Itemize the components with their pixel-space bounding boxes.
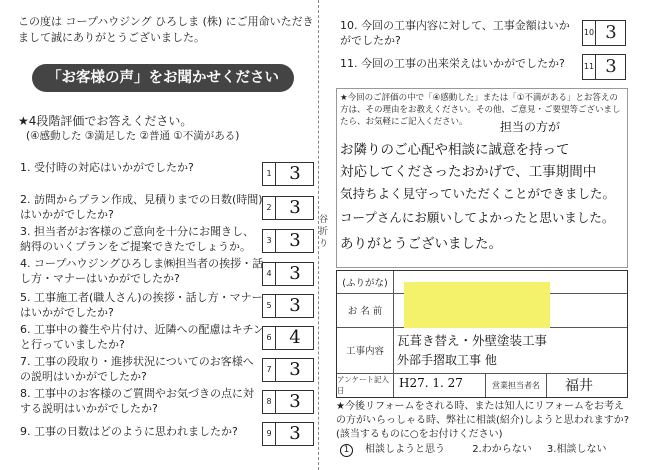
redacted-name-highlight (404, 282, 550, 328)
answer-box-7[interactable] (262, 358, 314, 382)
answer-value: 3 (289, 230, 301, 251)
answer-value: 3 (289, 359, 301, 380)
answer-box-4[interactable] (262, 262, 314, 286)
answer-num: 6 (263, 327, 276, 349)
answer-value: 4 (289, 327, 301, 348)
question-1: 1. 受付時の対応はいかがでしたか? (20, 161, 194, 174)
answer-num: 7 (263, 359, 276, 381)
answer-value: 3 (289, 423, 301, 444)
question-9: 9. 工事の日数はどのように思われましたか? (20, 425, 238, 438)
work-row (337, 327, 627, 374)
referral-options (340, 440, 618, 457)
option-no[interactable]: 3.相談しない (546, 444, 607, 455)
answer-num: 9 (263, 423, 276, 445)
date-row (337, 373, 627, 397)
answer-box-10[interactable] (582, 20, 626, 46)
furigana-label: (ふりがな) (337, 271, 394, 293)
answer-num: 3 (263, 230, 276, 252)
question-5: 5. 工事施工者(職人さん)の挨拶・話し方・マナーはいかがでしたか? (20, 291, 263, 319)
question-6: 6. 工事中の養生や片付け、近隣への配慮はキチンと行っていましたか? (20, 323, 265, 351)
answer-box-6[interactable] (262, 326, 314, 350)
answer-box-3[interactable] (262, 229, 314, 253)
staff-label: 営業担当者名 (485, 373, 547, 397)
option-consult[interactable] (340, 444, 457, 455)
handwritten-line: コープさんにお願いしてよかったと思いました。 (340, 210, 615, 225)
answer-num: 5 (263, 295, 276, 317)
question-3: 3. 担当者がお客様のご意向を十分にお聞きし、納得のいくプランをご提案できたでしょうか。 (20, 225, 254, 253)
fold-label: 谷折り (319, 215, 329, 249)
answer-num: 2 (263, 197, 276, 219)
answer-num: 4 (263, 263, 276, 285)
handwritten-line: ありがとうございました。 (340, 236, 502, 252)
option-unsure[interactable]: 2.わからない (472, 444, 532, 455)
answer-box-9[interactable] (262, 422, 314, 446)
referral-question: ★今後リフォームをされる時、または知人にリフォームをお考えの方がいらっしゃる時、弊社に相談(紹介)しようと思われますか? (該当するものに○をお付けください) (336, 401, 630, 440)
answer-num: 10 (583, 21, 596, 45)
handwritten-line: お隣りのご心配や相談に誠意を持って (340, 142, 570, 158)
page-title: 「お客様の声」をお聞かせください (32, 64, 294, 92)
comment-prompt: ★今回のご評価の中で「④感動した」または「①不満がある」とお答えの方は、その理由をお教えください。その他、ご意見・ご要望等ございましたら、お気軽にご記入ください。 (340, 93, 621, 127)
answer-value: 3 (289, 263, 301, 284)
answer-value: 3 (289, 391, 301, 412)
intro-text: この度は コープハウジング ひろしま (株) にご用命いただきまして誠にありがとうございました。 (18, 15, 314, 44)
question-8: 8. 工事中のお客様のご質問やお気づきの点に対する説明はいかがでしたか? (20, 387, 254, 415)
answer-value: 3 (289, 163, 301, 184)
answer-box-5[interactable] (262, 294, 314, 318)
answer-box-8[interactable] (262, 390, 314, 414)
answer-box-1[interactable] (262, 162, 314, 186)
answer-value: 3 (605, 22, 617, 43)
question-4: 4. コープハウジングひろしま㈱担当者の挨拶・話し方・マナーはいかがでしたか? (20, 257, 264, 285)
answer-value: 3 (605, 56, 617, 77)
answer-box-11[interactable] (582, 54, 626, 80)
selected-circle-icon: 1 (340, 444, 353, 457)
eval-scale: (④感動した ③満足した ②普通 ①不満がある) (26, 130, 240, 142)
name-label: お 名 前 (337, 293, 394, 327)
handwritten-line: 対応してくださったおかげで、工事期間中 (340, 164, 597, 180)
eval-heading: ★4段階評価でお答えください。 (18, 114, 193, 128)
question-2: 2. 訪問からプラン作成、見積りまでの日数(時間)はいかがでしたか? (20, 193, 263, 221)
work-value-2: 外部手摺取工事 他 (397, 353, 497, 367)
date-value: H27. 1. 27 (399, 376, 463, 390)
answer-value: 3 (289, 197, 301, 218)
handwritten-line: 気持ちよく見守っていただくことができました。 (340, 186, 616, 201)
question-11: 11. 今回の工事の出来栄えはいかがでしたか? (340, 57, 565, 70)
answer-num: 8 (263, 391, 276, 413)
question-7: 7. 工事の段取り・進捗状況についてのお客様への説明はいかがでしたか? (20, 355, 254, 383)
question-10: 10. 今回の工事内容に対して、工事金額はいかがでしたか? (340, 19, 570, 47)
answer-num: 1 (263, 163, 276, 185)
answer-value: 3 (289, 295, 301, 316)
option-consult-label: 相談しようと思う (365, 444, 445, 455)
answer-box-2[interactable] (262, 196, 314, 220)
work-value-1: 瓦葺き替え・外壁塗装工事 (397, 333, 548, 348)
handwritten-line: 担当の方が (500, 120, 561, 134)
date-label: アンケート記入日 (337, 373, 394, 397)
work-label: 工事内容 (337, 327, 394, 373)
answer-num: 11 (583, 55, 596, 79)
staff-value: 福井 (565, 378, 593, 394)
